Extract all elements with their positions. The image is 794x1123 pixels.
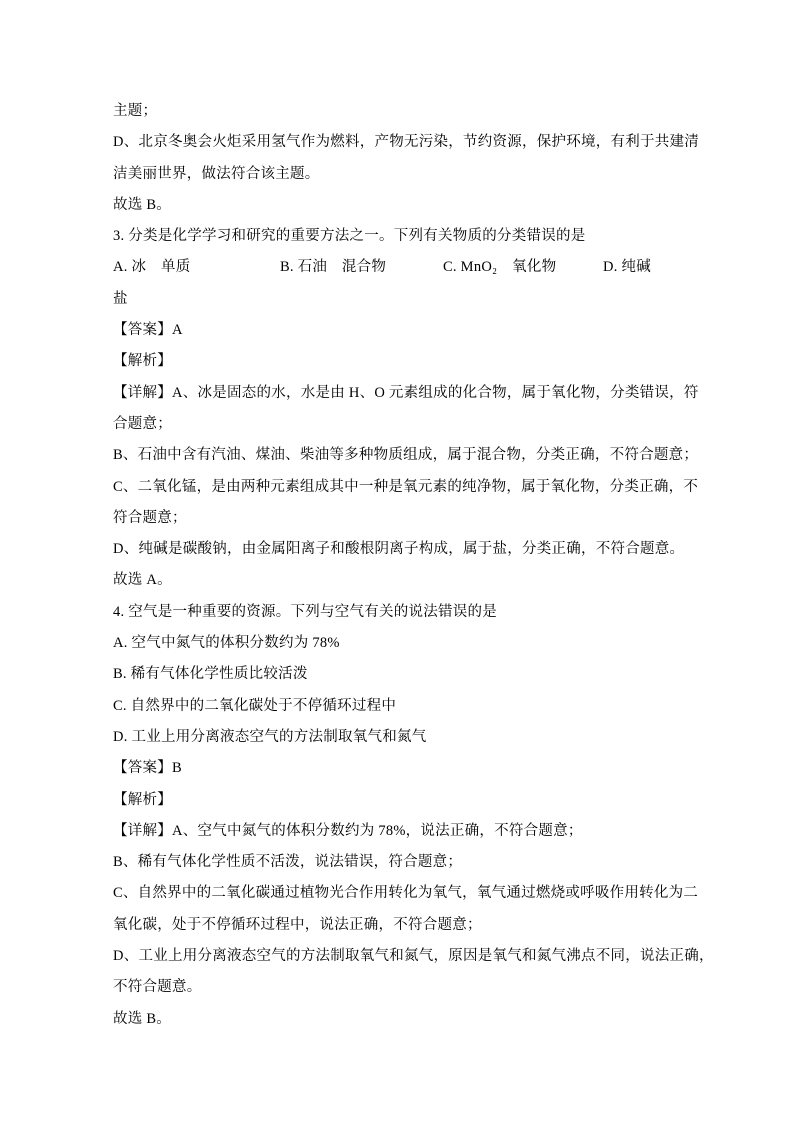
q3-detail-line: 【详解】A、冰是固态的水，水是由 H、O 元素组成的化合物，属于氧化物，分类错误，符 xyxy=(113,384,699,401)
q3-options-row xyxy=(113,252,681,283)
q3-detail-line: C、二氧化锰，是由两种元素组成其中一种是氧元素的纯净物，属于氧化物，分类正确，不 xyxy=(113,478,699,495)
q4-option-a: A. 空气中氮气的体积分数约为 78% xyxy=(113,635,340,652)
q3-option-b: B. 石油 混合物 xyxy=(280,259,387,276)
q4-detail-line: D、工业上用分离液态空气的方法制取氧气和氮气，原因是氧气和氮气沸点不同，说法正确， xyxy=(113,948,714,965)
q4-conclusion: 故选 B。 xyxy=(113,1010,172,1027)
q3-analysis-label: 【解析】 xyxy=(113,353,172,370)
q3-stem: 3. 分类是化学学习和研究的重要方法之一。下列有关物质的分类错误的是 xyxy=(113,228,586,245)
q4-stem: 4. 空气是一种重要的资源。下列与空气有关的说法错误的是 xyxy=(113,603,497,620)
q3-option-d: D. 纯碱 xyxy=(603,259,651,276)
q2-explanation-option-d-wrap: 洁美丽世界，做法符合该主题。 xyxy=(113,165,320,182)
q2-explanation-line: 主题； xyxy=(113,103,158,119)
q4-option-d: D. 工业上用分离液态空气的方法制取氧气和氮气 xyxy=(113,728,427,745)
q4-answer: 【答案】B xyxy=(113,760,182,777)
q4-analysis-label: 【解析】 xyxy=(113,791,172,808)
q4-detail-line: 氧化碳，处于不停循环过程中，说法正确，不符合题意； xyxy=(113,916,482,933)
q4-detail-line: B、稀有气体化学性质不活泼，说法错误，符合题意； xyxy=(113,854,463,871)
q3-option-d-wrap: 盐 xyxy=(113,290,128,307)
q3-detail-line: 合题意； xyxy=(113,415,172,432)
q3-conclusion: 故选 A。 xyxy=(113,572,172,589)
q3-detail-line: D、纯碱是碳酸钠，由金属阳离子和酸根阴离子构成，属于盐，分类正确，不符合题意。 xyxy=(113,541,685,558)
q4-detail-line: C、自然界中的二氧化碳通过植物光合作用转化为氧气，氧气通过燃烧或呼吸作用转化为二 xyxy=(113,885,699,902)
q3-option-a: A. 冰 单质 xyxy=(113,259,191,276)
q3-option-c: C. MnO₂ 氧化物 xyxy=(443,259,557,276)
q4-detail-line: 不符合题意。 xyxy=(113,979,202,996)
q4-detail-line: 【详解】A、空气中氮气的体积分数约为 78%，说法正确，不符合题意； xyxy=(113,822,583,839)
q3-detail-line: 符合题意； xyxy=(113,509,187,526)
q2-explanation-option-d: D、北京冬奥会火炬采用氢气作为燃料，产物无污染，节约资源，保护环境，有利于共建清 xyxy=(113,134,699,151)
q2-conclusion: 故选 B。 xyxy=(113,196,172,213)
q4-option-b: B. 稀有气体化学性质比较活泼 xyxy=(113,666,308,683)
q3-detail-line: B、石油中含有汽油、煤油、柴油等多种物质组成，属于混合物，分类正确，不符合题意； xyxy=(113,447,699,464)
q4-option-c: C. 自然界中的二氧化碳处于不停循环过程中 xyxy=(113,697,397,714)
q3-answer: 【答案】A xyxy=(113,322,183,339)
document-content xyxy=(113,96,714,1035)
